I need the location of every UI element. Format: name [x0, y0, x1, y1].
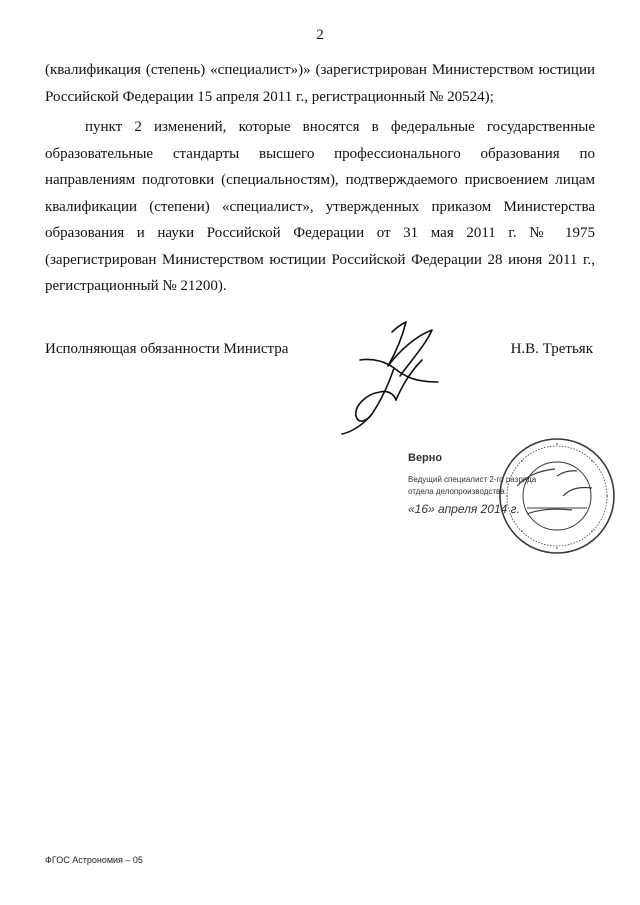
paragraph-2-line: (зарегистрирован Министерством юстиции Российской Федерации 28 июня 2011 г., — [45, 251, 595, 268]
handwritten-signature — [330, 310, 470, 440]
footer-code: ФГОС Астрономия – 05 — [45, 855, 143, 865]
certification-position-line1: Ведущий специалист 2-го разряда — [408, 475, 537, 484]
paragraph-2-line: образовательные стандарты высшего профессионального образования по — [45, 145, 595, 162]
paragraph-1-line: (квалификация (степень) «специалист»)» (зарегистрирован Министерством юстиции — [45, 62, 595, 78]
certification-position-line2: отдела делопроизводства — [408, 487, 505, 496]
official-seal-stamp — [497, 436, 617, 556]
certification-date: «16» апреля 2014 г. — [408, 502, 520, 516]
paragraph-2-line: регистрационный № 21200). — [45, 278, 227, 294]
paragraph-1 — [45, 57, 595, 110]
paragraph-2-line: направлениям подготовки (специальностям), подтверждаемого присвоением лицам — [45, 172, 595, 188]
certification-title: Верно — [408, 452, 443, 464]
signatory-title: Исполняющая обязанности Министра — [45, 341, 289, 357]
signatory-name: Н.В. Третьяк — [510, 341, 593, 357]
paragraph-2-line: образования и науки Российской Федерации от 31 мая 2011 г. № 1975 — [45, 225, 595, 241]
paragraph-1-line: Российской Федерации 15 апреля 2011 г., регистрационный № 20524); — [45, 88, 494, 105]
page-number: 2 — [316, 27, 324, 43]
paragraph-2 — [45, 114, 595, 300]
paragraph-2-line: пункт 2 изменений, которые вносятся в федеральные государственные — [85, 119, 595, 135]
paragraph-2-line: квалификации (степени) «специалист», утвержденных приказом Министерства — [45, 198, 595, 215]
